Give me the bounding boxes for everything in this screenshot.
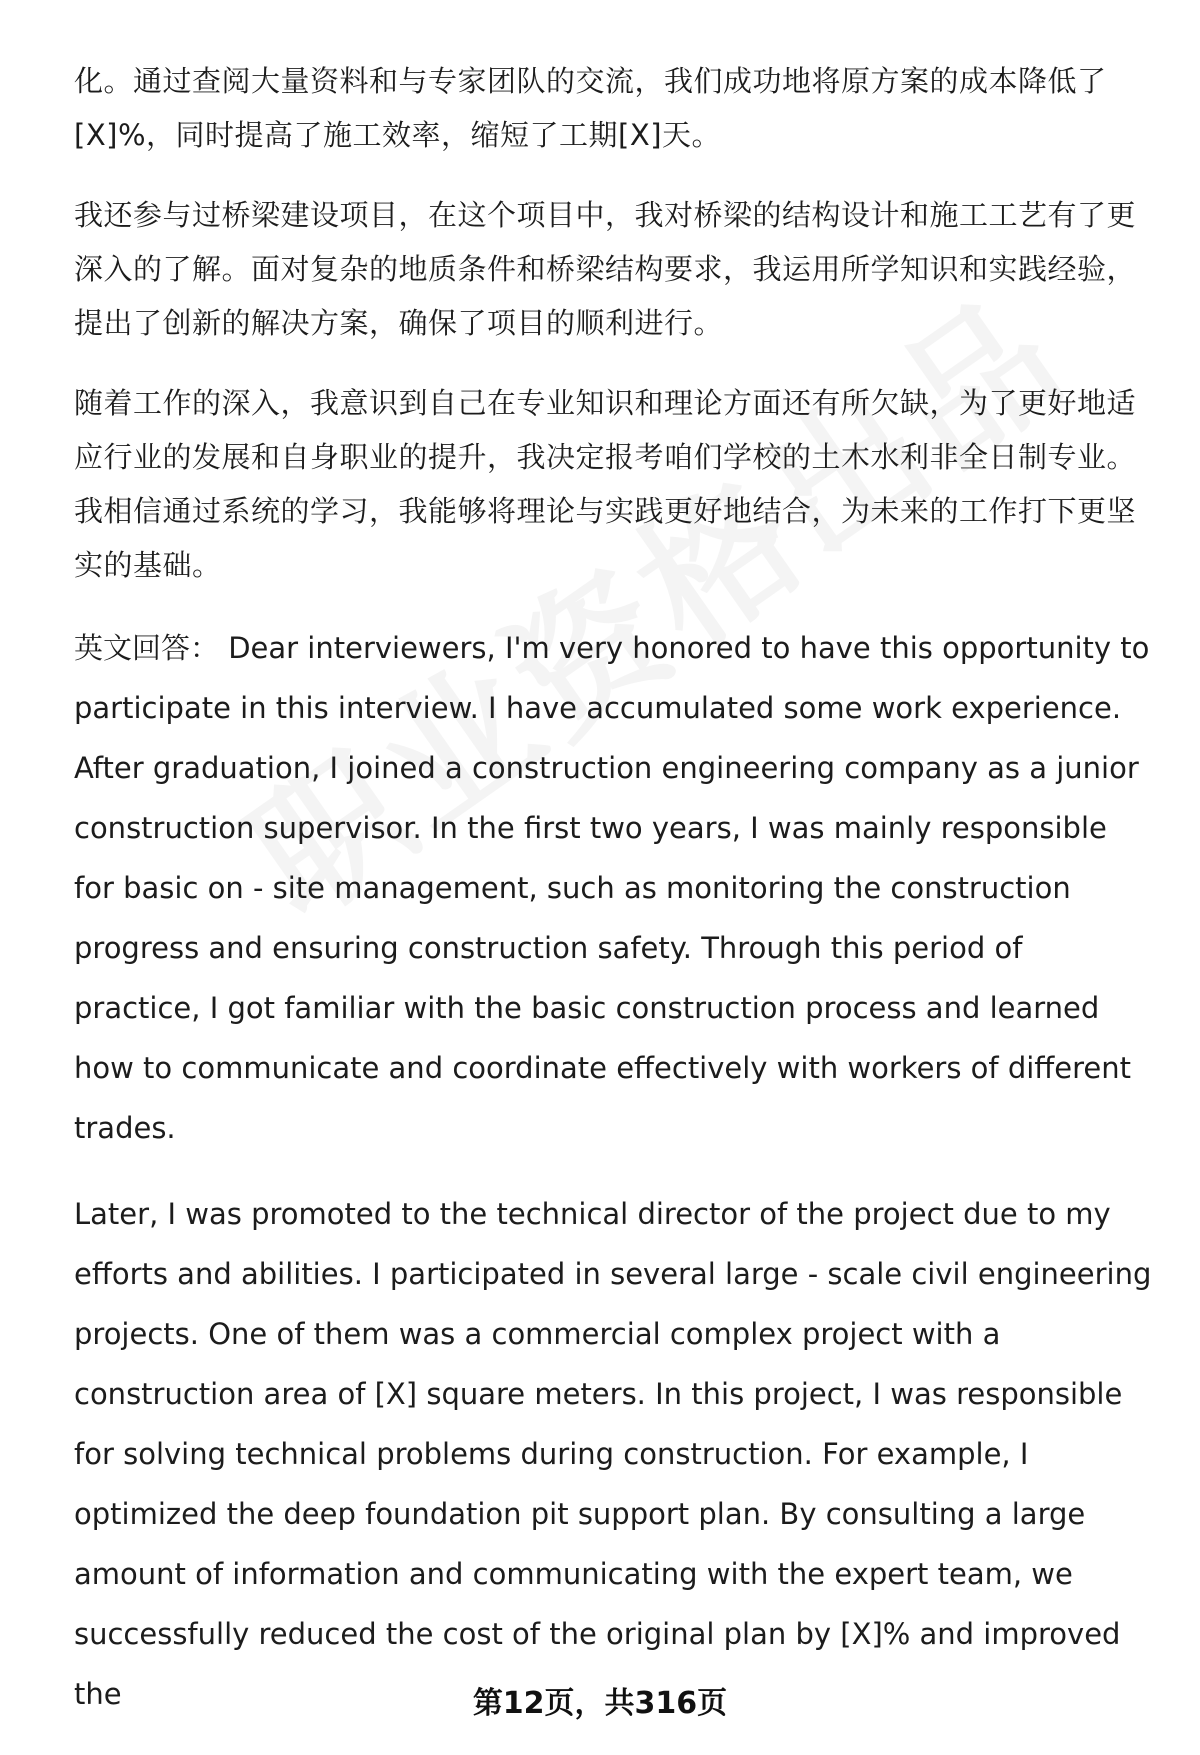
paragraph: 英文回答： Dear interviewers, I'm very honored to have this opportunity to participate in this interview. I have accumulated some work experience. After graduation, I joined a construction engineering company as a junior construction supervisor. In the first two years, I was mainly responsible for basic on - site management, such as monitoring the construction progress and ensuring construction safety. Through this period of practice, I got familiar with the basic construction process and learned how to communicate and coordinate effectively with workers of different trades. xyxy=(74,631,1150,1145)
paragraph: 随着工作的深入，我意识到自己在专业知识和理论方面还有所欠缺，为了更好地适应行业的发展和自身职业的提升，我决定报考咱们学校的土木水利非全日制专业。我相信通过系统的学习，我能够将理论与实践更好地结合，为未来的工作打下更坚实的基础。 xyxy=(74,386,1137,582)
page-number-footer: 第12页，共316页 xyxy=(472,1686,728,1721)
document-body xyxy=(74,54,1154,1750)
paragraph: 化。通过查阅大量资料和与专家团队的交流，我们成功地将原方案的成本降低了[X]%，同时提高了施工效率，缩短了工期[X]天。 xyxy=(74,64,1107,152)
paragraph: Later, I was promoted to the technical director of the project due to my efforts and abilities. I participated in several large - scale civil engineering projects. One of them was a commercial complex project with a construction area of [X] square meters. In this project, I was responsible for solving technical problems during construction. For example, I optimized the deep foundation pit support plan. By consulting a large amount of information and communicating with the expert team, we successfully reduced the cost of the original plan by [X]% and improved the xyxy=(74,1197,1152,1711)
paragraph: 我还参与过桥梁建设项目，在这个项目中，我对桥梁的结构设计和施工工艺有了更深入的了解。面对复杂的地质条件和桥梁结构要求，我运用所学知识和实践经验，提出了创新的解决方案，确保了项目的顺利进行。 xyxy=(74,198,1137,340)
